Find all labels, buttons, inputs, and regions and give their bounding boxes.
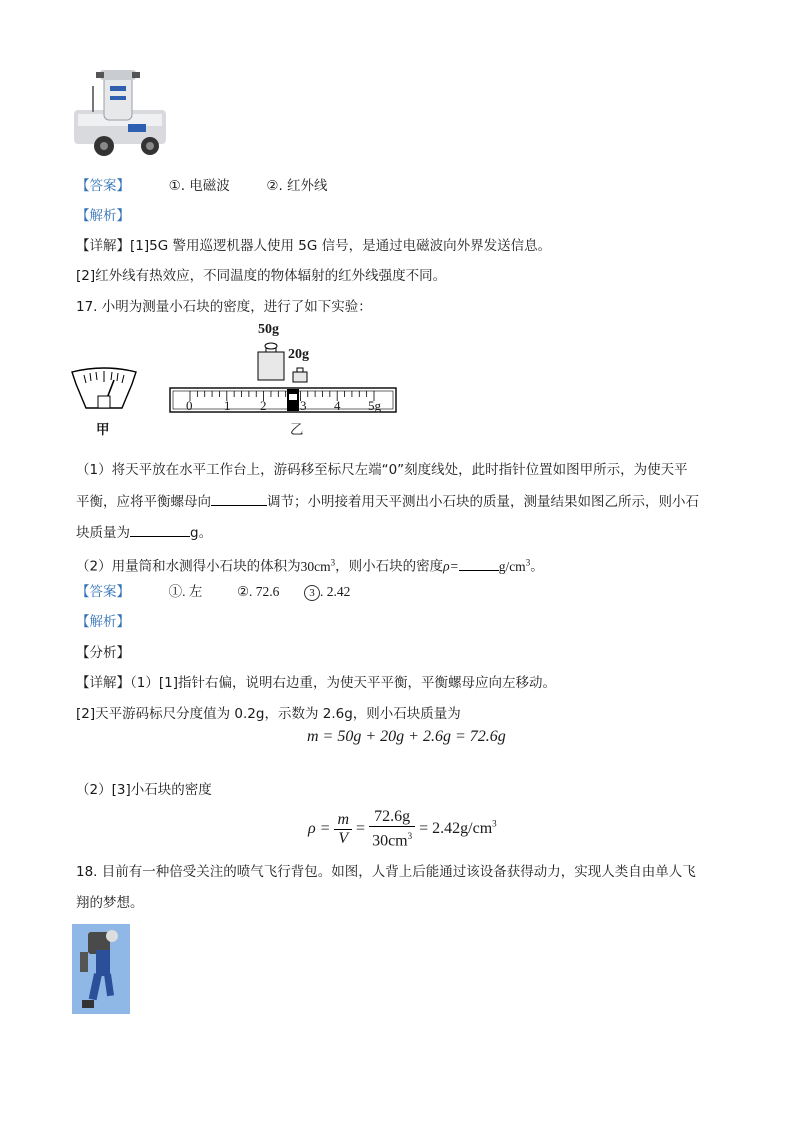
q16-detail-1 bbox=[76, 236, 551, 256]
q17-part1-line2 bbox=[76, 491, 699, 512]
q17-analysis-tag: 【解析】 bbox=[76, 614, 130, 630]
q16-detail-2: [2]红外线有热效应，不同温度的物体辐射的红外线强度不同。 bbox=[76, 268, 447, 284]
q17-fenxi-tag: 【分析】 bbox=[76, 645, 130, 661]
part2-volume: $30cm^3$ bbox=[300, 557, 336, 574]
q17-detail-2: [2]天平游码标尺分度值为 0.2g，示数为 2.6g，则小石块质量为 bbox=[76, 706, 461, 722]
q17-detail-1 bbox=[76, 673, 556, 693]
ruler-label-1: 1 bbox=[224, 398, 231, 413]
rho-eq: ρ = bbox=[308, 819, 331, 837]
q17-part2-line bbox=[76, 552, 544, 577]
answer-1: ①. 左 bbox=[168, 584, 203, 599]
answer-1: ①. 电磁波 bbox=[168, 178, 230, 194]
formula-mass: m = 50g + 20g + 2.6g = 72.6g bbox=[307, 728, 506, 745]
q17-part1-line1: （1）将天平放在水平工作台上，游码移至标尺左端“0”刻度线处，此时指针位置如图甲所示，为使天平 bbox=[76, 462, 688, 478]
density-unit: $g/cm^3$ bbox=[498, 557, 531, 574]
answer-tag: 【答案】 bbox=[76, 584, 130, 600]
part1-text-c: 块质量为 bbox=[76, 525, 130, 541]
part1-text-a: 平衡，应将平衡螺母向 bbox=[76, 494, 211, 510]
equals-sign: = bbox=[356, 819, 366, 837]
detail-tag: 【详解】 bbox=[76, 238, 130, 254]
balance-figure bbox=[70, 320, 400, 440]
answer-3: . 2.42 bbox=[320, 584, 351, 599]
fraction-m-over-v bbox=[334, 811, 352, 848]
balance-figure-svg bbox=[70, 320, 400, 440]
rider-ruler bbox=[170, 388, 396, 412]
fraction-values bbox=[369, 808, 415, 850]
detail-text-1: [1]5G 警用巡逻机器人使用 5G 信号，是通过电磁波向外界发送信息。 bbox=[130, 238, 552, 254]
frac-num: 72.6g bbox=[369, 808, 415, 827]
ruler-label-3: 3 bbox=[300, 398, 307, 413]
detail-text-1: （1）[1]指针右偏，说明右边重，为使天平平衡，平衡螺母应向左移动。 bbox=[130, 675, 556, 691]
ruler-label-0: 0 bbox=[186, 398, 193, 413]
part2-text-b: ，则小石块的密度 bbox=[335, 558, 444, 575]
blank-direction bbox=[211, 491, 267, 506]
jetpack-image bbox=[72, 924, 130, 1014]
answer-2: ②. 72.6 bbox=[236, 584, 280, 599]
blank-density bbox=[459, 556, 499, 571]
weight-20g-label: 20g bbox=[288, 347, 309, 362]
caption-jia: 甲 bbox=[96, 422, 110, 438]
frac-m: m bbox=[334, 811, 352, 830]
part1-text-b: 调节；小明接着用天平测出小石块的质量，测量结果如图乙所示，则小石 bbox=[267, 494, 699, 510]
answer-3-circle: 3 bbox=[304, 585, 320, 601]
volume-value: 30cm bbox=[300, 558, 331, 574]
weight-50g-label: 50g bbox=[258, 322, 279, 337]
density-result-text: = 2.42g/cm bbox=[419, 819, 493, 837]
frac-den: 30cm bbox=[372, 832, 408, 850]
density-result: = $2.42g/cm^3$ bbox=[419, 818, 497, 837]
q17-part1-line3 bbox=[76, 522, 212, 543]
q17-title: 17. 小明为测量小石块的密度，进行了如下实验： bbox=[76, 299, 372, 315]
q17-detail-3: （2）[3]小石块的密度 bbox=[76, 782, 212, 798]
q18-line2: 翔的梦想。 bbox=[76, 895, 144, 911]
answer-tag: 【答案】 bbox=[76, 178, 130, 194]
part1-text-d: g。 bbox=[190, 525, 213, 541]
answer-2: ②. 红外线 bbox=[266, 178, 328, 194]
formula-density bbox=[308, 808, 497, 850]
part2-end: 。 bbox=[530, 558, 544, 575]
density-unit-text: g/cm bbox=[498, 558, 526, 574]
caption-yi: 乙 bbox=[290, 422, 304, 438]
q16-answer-line bbox=[76, 176, 328, 196]
weight-20g bbox=[293, 368, 307, 382]
rho-symbol: ρ= bbox=[443, 558, 459, 574]
q17-answer-line bbox=[76, 582, 350, 602]
ruler-label-2: 2 bbox=[260, 398, 267, 413]
blank-mass bbox=[130, 522, 190, 537]
ruler-label-5: 5g bbox=[368, 398, 381, 413]
q18-line1: 18. 目前有一种倍受关注的喷气飞行背包。如图，人背上后能通过该设备获得动力，实现人类自由单人飞 bbox=[76, 864, 696, 880]
pointer-gauge bbox=[72, 368, 136, 408]
weight-50g bbox=[258, 343, 284, 380]
ruler-label-4: 4 bbox=[334, 398, 341, 413]
police-robot-image bbox=[74, 62, 172, 162]
frac-den-wrap: $30cm^3$ bbox=[372, 831, 413, 850]
frac-v: V bbox=[338, 829, 349, 847]
q16-analysis-tag: 【解析】 bbox=[76, 208, 130, 224]
detail-tag: 【详解】 bbox=[76, 675, 130, 691]
part2-text-a: （2）用量筒和水测得小石块的体积为 bbox=[76, 558, 301, 575]
